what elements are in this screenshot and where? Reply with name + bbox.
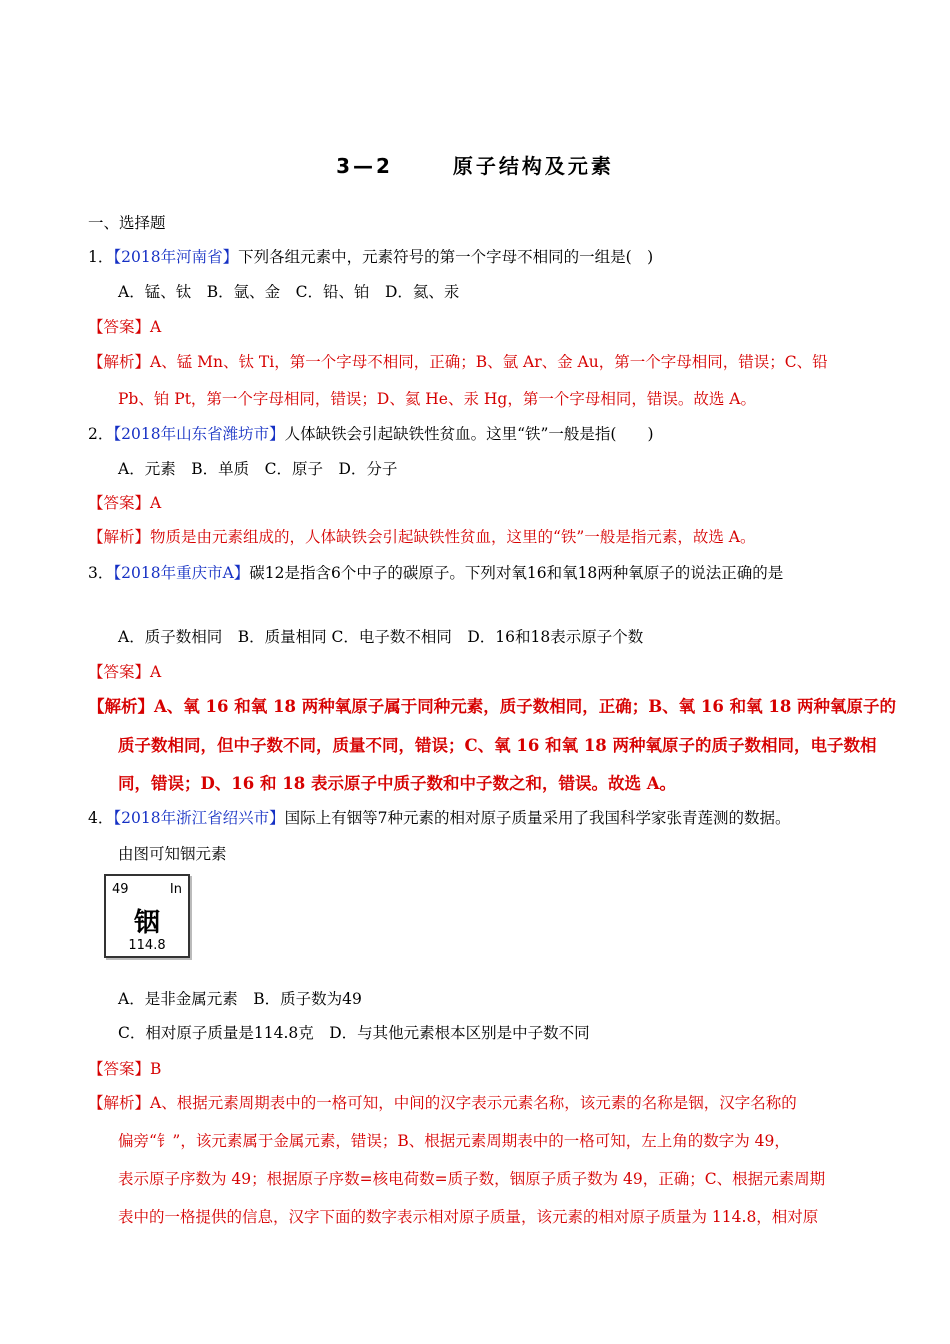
question-3-analysis-line: 质子数相同，但中子数不同，质量不同，错误；C、氧 16 和氧 18 两种氧原子的质子数相同，电子数相: [118, 736, 877, 755]
page-title: [0, 150, 950, 179]
question-4-options: C．相对原子质量是114.8克 D．与其他元素根本区别是中子数不同: [118, 1024, 590, 1042]
question-number: 1．: [88, 248, 114, 266]
question-number: 2．: [88, 425, 114, 443]
question-2-stem: [88, 422, 654, 444]
question-4-stem-continued: 由图可知铟元素: [118, 845, 227, 863]
question-text: 国际上有铟等7种元素的相对原子质量采用了我国科学家张青莲测的数据。: [284, 809, 791, 827]
question-source: 【2018年山东省潍坊市】: [113, 425, 285, 443]
question-number: 4．: [88, 809, 114, 827]
periodic-element-cell: [104, 874, 190, 958]
section-heading: 一、选择题: [88, 214, 166, 232]
question-text: 碳12是指含6个中子的碳原子。下列对氧16和氧18两种氧原子的说法正确的是: [249, 564, 784, 582]
question-1-answer: 【答案】A: [88, 318, 162, 336]
atomic-mass: 114.8: [128, 938, 166, 953]
question-source: 【2018年浙江省绍兴市】: [113, 809, 285, 827]
question-source: 【2018年河南省】: [113, 248, 239, 266]
atomic-number: 49: [112, 882, 129, 897]
question-4-stem: [88, 806, 790, 828]
question-1-options: A．锰、钛 B．氩、金 C．铅、铂 D．氦、汞: [118, 283, 460, 301]
question-2-options: A．元素 B．单质 C．原子 D．分子: [118, 460, 398, 478]
title-number: 3—2: [336, 154, 393, 178]
question-4-analysis-line: 偏旁“钅”，该元素属于金属元素，错误；B、根据元素周期表中的一格可知，左上角的数字为 49，: [118, 1132, 790, 1150]
title-text: 原子结构及元素: [452, 154, 614, 178]
question-text: 下列各组元素中，元素符号的第一个字母不相同的一组是( ): [238, 248, 654, 266]
question-1-stem: [88, 245, 653, 267]
question-4-analysis-line: 表中的一格提供的信息，汉字下面的数字表示相对原子质量，该元素的相对原子质量为 114.8，相对原: [118, 1208, 819, 1226]
question-2-answer: 【答案】A: [88, 494, 162, 512]
question-4-options: A．是非金属元素 B．质子数为49: [118, 990, 362, 1008]
question-4-answer: 【答案】B: [88, 1060, 162, 1078]
question-3-answer: 【答案】A: [88, 663, 162, 681]
question-source: 【2018年重庆市A】: [113, 564, 250, 582]
question-4-analysis-line: 【解析】A、根据元素周期表中的一格可知，中间的汉字表示元素名称，该元素的名称是铟，汉字名称的: [88, 1094, 797, 1112]
question-3-options: A．质子数相同 B．质量相同 C．电子数不相同 D．16和18表示原子个数: [118, 628, 644, 646]
question-number: 3．: [88, 564, 114, 582]
question-1-analysis-line: 【解析】A、锰 Mn、钛 Ti，第一个字母不相同，正确；B、氩 Ar、金 Au，第一个字母相同，错误；C、铅: [88, 353, 828, 371]
question-3-stem: [88, 561, 783, 583]
question-4-analysis-line: 表示原子序数为 49；根据原子序数=核电荷数=质子数，铟原子质子数为 49，正确；C、根据元素周期: [118, 1170, 826, 1188]
question-3-analysis-line: 同，错误；D、16 和 18 表示原子中质子数和中子数之和，错误。故选 A。: [118, 774, 677, 793]
question-2-analysis-line: 【解析】物质是由元素组成的，人体缺铁会引起缺铁性贫血，这里的“铁”一般是指元素，故选 A。: [88, 528, 756, 546]
question-1-analysis-line: Pb、铂 Pt，第一个字母相同，错误；D、氦 He、汞 Hg，第一个字母相同，错误。故选 A。: [118, 390, 756, 408]
question-text: 人体缺铁会引起缺铁性贫血。这里“铁”一般是指( ): [284, 425, 654, 443]
question-3-analysis-line: 【解析】A、氧 16 和氧 18 两种氧原子属于同种元素，质子数相同，正确；B、氧 16 和氧 18 两种氧原子的: [88, 697, 897, 716]
element-symbol: In: [169, 882, 182, 897]
element-name: 铟: [133, 908, 160, 938]
